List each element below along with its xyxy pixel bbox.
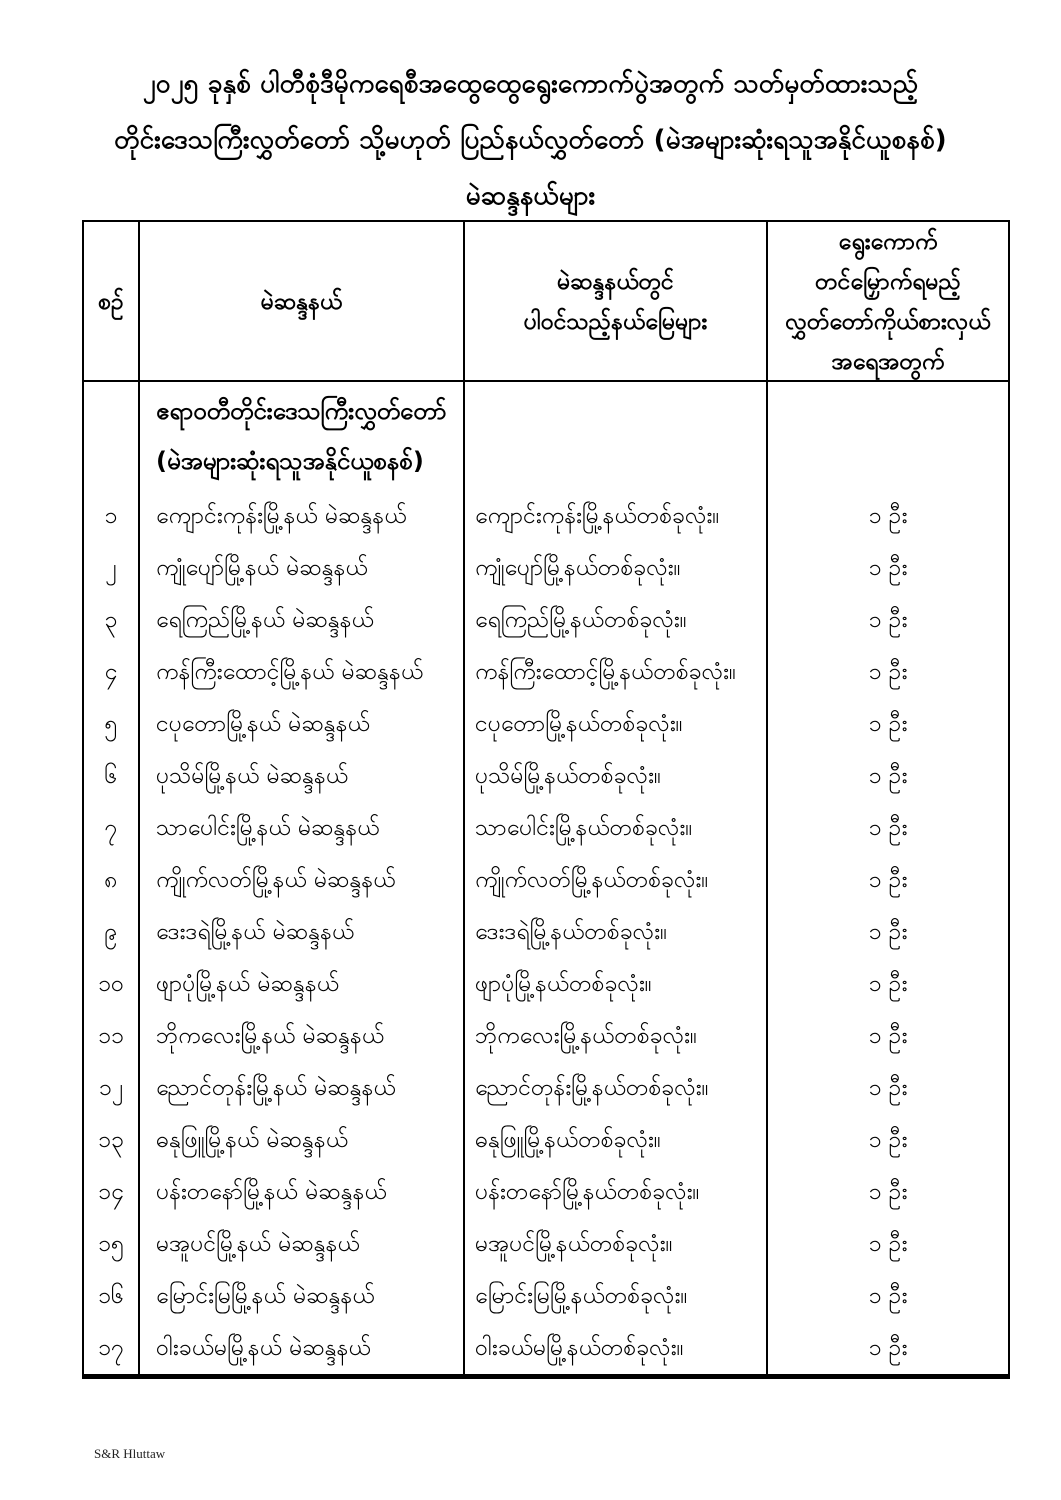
table-row	[84, 750, 1008, 802]
row-representatives-cell: ၁ ဦး	[766, 854, 1008, 906]
row-serial-cell: ၃	[104, 606, 118, 633]
row-serial-cell: ၇	[104, 814, 118, 841]
row-representatives-cell: ၁ ဦး	[766, 594, 1008, 646]
row-serial-cell: ၈	[104, 866, 118, 893]
header-reps-line-3: လွှတ်တော်ကိုယ်စားလှယ်	[785, 309, 991, 335]
row-serial-cell: ၁၇	[98, 1334, 124, 1361]
row-constituency-cell: မြောင်းမြမြို့နယ် မဲဆန္ဒနယ်	[138, 1270, 463, 1322]
header-constituency: မဲဆန္ဒနယ်	[138, 222, 463, 382]
row-constituency-cell: ရေကြည်မြို့နယ် မဲဆန္ဒနယ်	[138, 594, 463, 646]
title-line-2: တိုင်းဒေသကြီးလွှတ်တော် သို့မဟုတ် ပြည်နယ်လွှတ်တော် (မဲအများဆုံးရသူအနိုင်ယူစနစ်)	[114, 125, 947, 155]
table-row	[84, 1010, 1008, 1062]
row-constituency-cell: မအူပင်မြို့နယ် မဲဆန္ဒနယ်	[138, 1218, 463, 1270]
row-areas-cell: ညောင်တုန်းမြို့နယ်တစ်ခုလုံး။	[463, 1062, 766, 1114]
section-header-row	[84, 382, 1008, 490]
row-areas-cell: ပုသိမ်မြို့နယ်တစ်ခုလုံး။	[463, 750, 766, 802]
row-areas-cell: ရေကြည်မြို့နယ်တစ်ခုလုံး။	[463, 594, 766, 646]
row-areas-cell: ဖျာပုံမြို့နယ်တစ်ခုလုံး။	[463, 958, 766, 1010]
page-title	[0, 56, 1061, 224]
row-areas-cell: ကျုံပျော်မြို့နယ်တစ်ခုလုံး။	[463, 542, 766, 594]
row-representatives-cell: ၁ ဦး	[766, 1322, 1008, 1374]
row-representatives-cell: ၁ ဦး	[766, 958, 1008, 1010]
header-reps-line-1: ရွေးကောက်	[838, 229, 938, 255]
row-representatives-cell: ၁ ဦး	[766, 1010, 1008, 1062]
row-serial-cell: ၉	[104, 918, 118, 945]
header-reps-line-2: တင်မြှောက်ရမည့်	[815, 269, 961, 295]
row-representatives-cell: ၁ ဦး	[766, 906, 1008, 958]
section-title-line-1: ဧရာဝတီတိုင်းဒေသကြီးလွှတ်တော်	[156, 397, 447, 425]
header-areas-line-1: မဲဆန္ဒနယ်တွင်	[557, 269, 674, 295]
row-areas-cell: ပန်းတနော်မြို့နယ်တစ်ခုလုံး။	[463, 1166, 766, 1218]
row-serial-cell: ၁၀	[98, 970, 124, 997]
row-serial-cell: ၁၂	[98, 1074, 124, 1101]
footer-watermark: S&R Hluttaw	[94, 1446, 166, 1461]
header-areas	[463, 222, 766, 382]
table-row	[84, 958, 1008, 1010]
section-areas-cell	[463, 382, 766, 490]
table-header-row	[84, 222, 1008, 382]
row-serial-cell: ၁၁	[98, 1022, 124, 1049]
constituency-table	[82, 220, 1010, 1379]
row-representatives-cell: ၁ ဦး	[766, 1218, 1008, 1270]
row-constituency-cell: ဒေးဒရဲမြို့နယ် မဲဆန္ဒနယ်	[138, 906, 463, 958]
row-serial-cell: ၆	[104, 762, 118, 789]
row-constituency-cell: သာပေါင်းမြို့နယ် မဲဆန္ဒနယ်	[138, 802, 463, 854]
row-representatives-cell: ၁ ဦး	[766, 698, 1008, 750]
row-constituency-cell: ဓနုဖြူမြို့နယ် မဲဆန္ဒနယ်	[138, 1114, 463, 1166]
header-representatives	[766, 222, 1008, 382]
row-areas-cell: မြောင်းမြမြို့နယ်တစ်ခုလုံး။	[463, 1270, 766, 1322]
row-serial-cell: ၅	[104, 710, 118, 737]
title-line-3: မဲဆန္ဒနယ်များ	[465, 181, 596, 211]
row-areas-cell: ကျိုက်လတ်မြို့နယ်တစ်ခုလုံး။	[463, 854, 766, 906]
section-title-line-2: (မဲအများဆုံးရသူအနိုင်ယူစနစ်)	[156, 447, 424, 475]
row-areas-cell: ဝါးခယ်မမြို့နယ်တစ်ခုလုံး။	[463, 1322, 766, 1374]
table-row	[84, 1270, 1008, 1322]
row-representatives-cell: ၁ ဦး	[766, 750, 1008, 802]
table-row	[84, 542, 1008, 594]
row-constituency-cell: ညောင်တုန်းမြို့နယ် မဲဆန္ဒနယ်	[138, 1062, 463, 1114]
row-areas-cell: ကျောင်းကုန်းမြို့နယ်တစ်ခုလုံး။	[463, 490, 766, 542]
section-title-cell	[138, 382, 463, 490]
table-body	[84, 382, 1008, 1374]
row-serial-cell: ၁	[104, 502, 118, 529]
row-representatives-cell: ၁ ဦး	[766, 1166, 1008, 1218]
row-serial-cell: ၂	[105, 554, 117, 581]
row-areas-cell: သာပေါင်းမြို့နယ်တစ်ခုလုံး။	[463, 802, 766, 854]
table-row	[84, 1062, 1008, 1114]
table-row	[84, 1322, 1008, 1374]
section-serial-cell	[84, 382, 138, 490]
row-representatives-cell: ၁ ဦး	[766, 646, 1008, 698]
table-row	[84, 1218, 1008, 1270]
row-areas-cell: ဓနုဖြူမြို့နယ်တစ်ခုလုံး။	[463, 1114, 766, 1166]
row-constituency-cell: ဝါးခယ်မမြို့နယ် မဲဆန္ဒနယ်	[138, 1322, 463, 1374]
row-constituency-cell: ငပုတောမြို့နယ် မဲဆန္ဒနယ်	[138, 698, 463, 750]
row-areas-cell: ကန်ကြီးထောင့်မြို့နယ်တစ်ခုလုံး။	[463, 646, 766, 698]
row-constituency-cell: ပန်းတနော်မြို့နယ် မဲဆန္ဒနယ်	[138, 1166, 463, 1218]
row-areas-cell: ငပုတောမြို့နယ်တစ်ခုလုံး။	[463, 698, 766, 750]
title-line-1: ၂၀၂၅ ခုနှစ် ပါတီစုံဒီမိုကရေစီအထွေထွေရွေးကောက်ပွဲအတွက် သတ်မှတ်ထားသည့်	[142, 69, 919, 99]
row-constituency-cell: ကန်ကြီးထောင့်မြို့နယ် မဲဆန္ဒနယ်	[138, 646, 463, 698]
table-row	[84, 594, 1008, 646]
row-serial-cell: ၁၄	[98, 1178, 124, 1205]
table-row	[84, 1166, 1008, 1218]
row-constituency-cell: ကျောင်းကုန်းမြို့နယ် မဲဆန္ဒနယ်	[138, 490, 463, 542]
row-representatives-cell: ၁ ဦး	[766, 1062, 1008, 1114]
table-row	[84, 698, 1008, 750]
row-areas-cell: မအူပင်မြို့နယ်တစ်ခုလုံး။	[463, 1218, 766, 1270]
row-representatives-cell: ၁ ဦး	[766, 1270, 1008, 1322]
row-constituency-cell: ကျုံပျော်မြို့နယ် မဲဆန္ဒနယ်	[138, 542, 463, 594]
row-constituency-cell: ဖျာပုံမြို့နယ် မဲဆန္ဒနယ်	[138, 958, 463, 1010]
row-serial-cell: ၁၆	[98, 1282, 124, 1309]
header-reps-line-4: အရေအတွက်	[831, 349, 945, 375]
row-representatives-cell: ၁ ဦး	[766, 802, 1008, 854]
row-constituency-cell: ဘိုကလေးမြို့နယ် မဲဆန္ဒနယ်	[138, 1010, 463, 1062]
header-areas-line-2: ပါဝင်သည့်နယ်မြေများ	[523, 309, 708, 335]
row-areas-cell: ဘိုကလေးမြို့နယ်တစ်ခုလုံး။	[463, 1010, 766, 1062]
row-constituency-cell: ပုသိမ်မြို့နယ် မဲဆန္ဒနယ်	[138, 750, 463, 802]
row-areas-cell: ဒေးဒရဲမြို့နယ်တစ်ခုလုံး။	[463, 906, 766, 958]
row-serial-cell: ၄	[104, 658, 118, 685]
row-representatives-cell: ၁ ဦး	[766, 490, 1008, 542]
section-reps-cell	[766, 382, 1008, 490]
row-serial-cell: ၁၃	[98, 1126, 124, 1153]
row-representatives-cell: ၁ ဦး	[766, 542, 1008, 594]
table-row	[84, 1114, 1008, 1166]
table-row	[84, 646, 1008, 698]
row-serial-cell: ၁၅	[98, 1230, 124, 1257]
header-serial: စဉ်	[98, 289, 124, 315]
row-constituency-cell: ကျိုက်လတ်မြို့နယ် မဲဆန္ဒနယ်	[138, 854, 463, 906]
table-row	[84, 906, 1008, 958]
table-row	[84, 490, 1008, 542]
table-row	[84, 854, 1008, 906]
row-representatives-cell: ၁ ဦး	[766, 1114, 1008, 1166]
table-row	[84, 802, 1008, 854]
